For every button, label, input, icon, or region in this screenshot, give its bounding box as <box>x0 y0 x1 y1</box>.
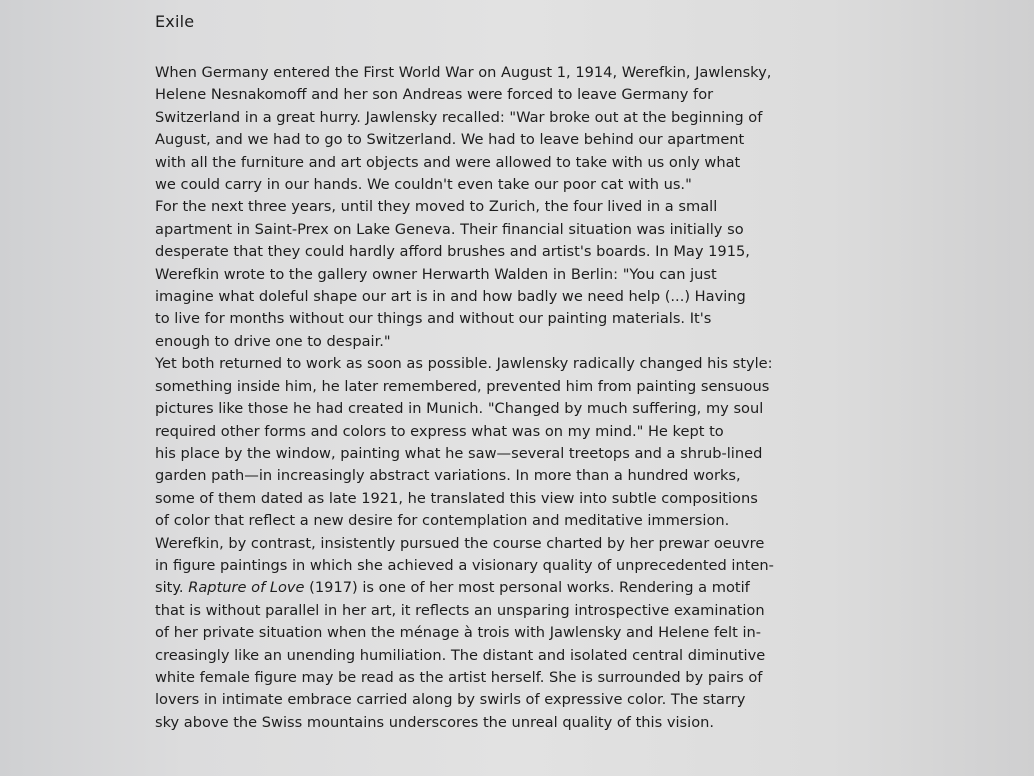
text-line: some of them dated as late 1921, he translated this view into subtle compositions <box>155 489 758 507</box>
text-line: Helene Nesnakomoff and her son Andreas were forced to leave Germany for <box>155 86 714 104</box>
text-line: garden path—in increasingly abstract variations. In more than a hundred works, <box>155 467 741 485</box>
text-fragment: (1917) is one of her most personal works. Rendering a motif <box>304 579 750 597</box>
text-line: imagine what doleful shape our art is in and how badly we need help (...) Having <box>155 288 746 306</box>
text-line: creasingly like an unending humiliation. The distant and isolated central diminutive <box>155 646 766 664</box>
text-line: in figure paintings in which she achieved a visionary quality of unprecedented inten- <box>155 556 774 574</box>
text-line-with-artwork-title <box>155 577 815 599</box>
artwork-title: Rapture of Love <box>188 579 305 597</box>
text-line: required other forms and colors to express what was on my mind." He kept to <box>155 422 724 440</box>
text-line: lovers in intimate embrace carried along by swirls of expressive color. The starry <box>155 691 746 709</box>
text-line: his place by the window, painting what he saw—several treetops and a shrub-lined <box>155 444 763 462</box>
text-line: of color that reflect a new desire for contemplation and meditative immersion. <box>155 512 730 530</box>
text-line: something inside him, he later remembered, prevented him from painting sensuous <box>155 377 770 395</box>
text-line: to live for months without our things and without our painting materials. It's <box>155 310 712 328</box>
text-line: we could carry in our hands. We couldn't even take our poor cat with us." <box>155 176 692 194</box>
text-line: Werefkin wrote to the gallery owner Herwarth Walden in Berlin: "You can just <box>155 265 717 283</box>
text-line: white female figure may be read as the artist herself. She is surrounded by pairs of <box>155 668 763 686</box>
text-line: that is without parallel in her art, it reflects an unsparing introspective examination <box>155 601 765 619</box>
text-line: Yet both returned to work as soon as possible. Jawlensky radically changed his style: <box>155 355 773 373</box>
text-line: of her private situation when the ménage à trois with Jawlensky and Helene felt in- <box>155 624 762 642</box>
text-line: pictures like those he had created in Munich. "Changed by much suffering, my soul <box>155 400 764 418</box>
text-line: enough to drive one to despair." <box>155 332 391 350</box>
panel-body-text <box>155 62 815 734</box>
text-line: apartment in Saint-Prex on Lake Geneva. Their financial situation was initially so <box>155 220 744 238</box>
text-line: with all the furniture and art objects and were allowed to take with us only what <box>155 153 741 171</box>
text-line: sky above the Swiss mountains underscores the unreal quality of this vision. <box>155 713 715 731</box>
panel-title: Exile <box>155 12 195 31</box>
text-line: August, and we had to go to Switzerland. We had to leave behind our apartment <box>155 131 745 149</box>
text-line: Werefkin, by contrast, insistently pursued the course charted by her prewar oeuvre <box>155 534 765 552</box>
text-line: When Germany entered the First World War on August 1, 1914, Werefkin, Jawlensky, <box>155 64 772 81</box>
text-line: Switzerland in a great hurry. Jawlensky recalled: "War broke out at the beginning of <box>155 108 763 126</box>
text-line: desperate that they could hardly afford brushes and artist's boards. In May 1915, <box>155 243 750 261</box>
text-fragment: sity. <box>155 579 189 597</box>
text-line: For the next three years, until they moved to Zurich, the four lived in a small <box>155 198 718 216</box>
